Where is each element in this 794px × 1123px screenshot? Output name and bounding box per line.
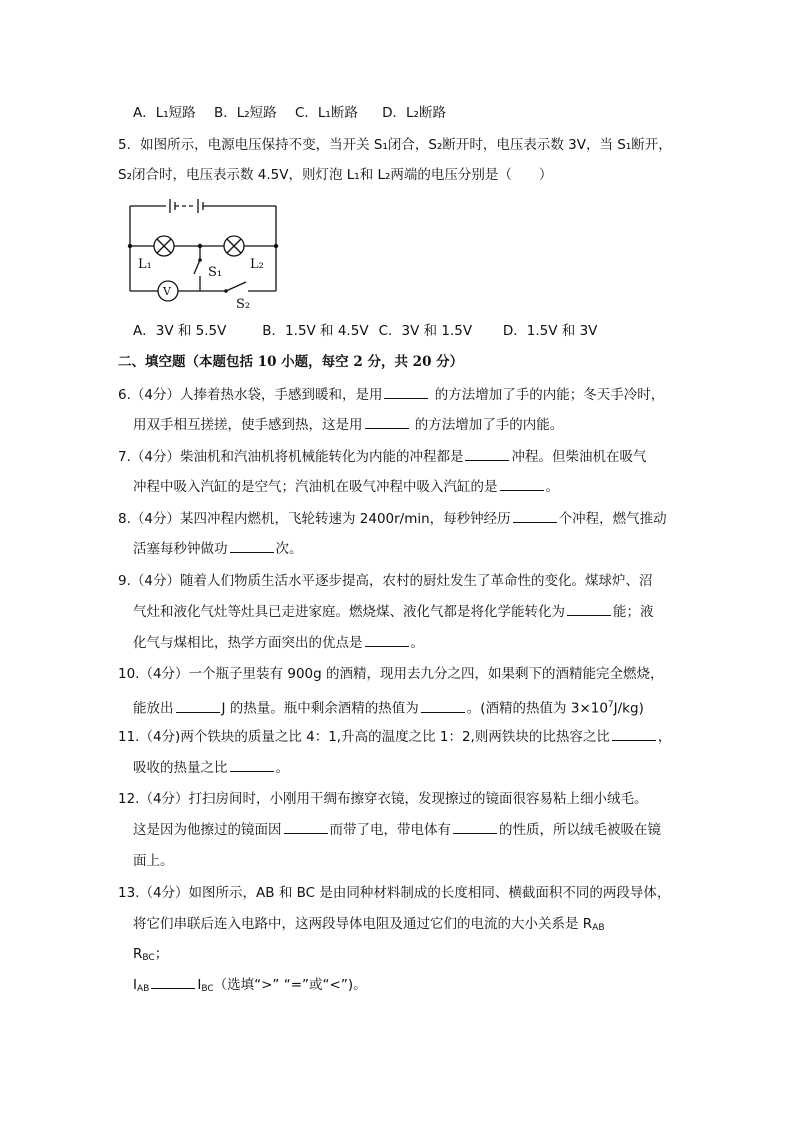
q9-line-1: 9.（4分）随着人们物质生活水平逐步提高，农村的厨灶发生了革命性的变化。煤球炉、沼 — [118, 573, 653, 589]
q4-option-c: C．L₁断路 — [294, 105, 358, 121]
q12-blank-1[interactable] — [284, 821, 328, 834]
q6-blank-1[interactable] — [384, 386, 428, 399]
q6-blank-2[interactable] — [365, 416, 409, 429]
q5-option-a: A．3V 和 5.5V — [133, 323, 227, 339]
q8-blank-2[interactable] — [230, 540, 274, 553]
q4-option-b: B．L₂短路 — [213, 105, 277, 121]
q7-blank-2[interactable] — [500, 478, 544, 491]
q5-line-2: S₂闭合时，电压表示数 4.5V，则灯泡 L₁和 L₂两端的电压分别是（ ） — [118, 167, 553, 183]
label-l1: L₁ — [138, 257, 152, 272]
circuit-diagram — [126, 196, 286, 308]
q4-option-a: A．L₁短路 — [133, 105, 196, 121]
q9-blank-1[interactable] — [567, 603, 611, 616]
label-s2: S₂ — [236, 297, 251, 308]
q6-line-2: 用双手相互搓搓，使手感到热，这是用 的方法增加了手的内能。 — [133, 417, 564, 433]
q12-line-2: 这是因为他擦过的镜面因 而带了电，带电体有 的性质，所以绒毛被吸在镜 — [133, 822, 661, 838]
q7-line-1: 7.（4分）柴油机和汽油机将机械能转化为内能的冲程都是 冲程。但柴油机在吸气 — [118, 449, 647, 465]
q7-line-2: 冲程中吸入汽缸的是空气；汽油机在吸气冲程中吸入汽缸的是 。 — [133, 479, 559, 495]
q6-line-1: 6.（4分）人捧着热水袋，手感到暖和，是用 的方法增加了手的内能；冬天手冷时， — [118, 387, 665, 403]
q11-blank-2[interactable] — [230, 759, 274, 772]
q13-line-4: $I_{AB}$ $I_{BC}$（选填“>” “=”或“<”)。 — [133, 977, 367, 994]
section-heading: 二、填空题（本题包括 10 小题，每空 2 分，共 20 分） — [118, 354, 464, 370]
q9-line-2: 气灶和液化气灶等灶具已走进家庭。燃烧煤、液化气都是将化学能转化为 能；液 — [133, 604, 654, 620]
q13-blank-2[interactable] — [151, 976, 195, 989]
q12-line-3: 面上。 — [133, 853, 174, 869]
q5-options — [133, 322, 597, 340]
q11-line-2: 吸收的热量之比 。 — [133, 760, 289, 776]
q10-blank-2[interactable] — [421, 700, 465, 713]
label-l2: L₂ — [250, 257, 264, 272]
q4-options — [133, 104, 460, 122]
q9-line-3: 化气与煤相比，热学方面突出的优点是 。 — [133, 635, 424, 651]
q10-line-1: 10.（4分）一个瓶子里装有 900g 的酒精，现用去九分之四，如果剩下的酒精能完全燃烧， — [118, 666, 664, 682]
q13-line-2: 将它们串联后连入电路中，这两段导体电阻及通过它们的电流的大小关系是 $R_{AB}$ — [133, 916, 605, 933]
q7-blank-1[interactable] — [465, 448, 509, 461]
q8-line-2: 活塞每秒钟做功 次。 — [133, 541, 303, 557]
label-v: V — [163, 285, 171, 298]
q13-line-1: 13.（4分）如图所示，AB 和 BC 是由同种材料制成的长度相同、横截面积不同的两段导体， — [118, 885, 671, 901]
q5-option-c: C．3V 和 1.5V — [378, 323, 473, 339]
q11-line-1: 11.（4分)两个铁块的质量之比 4：1,升高的温度之比 1：2,则两铁块的比热容之比 ， — [118, 729, 672, 745]
q12-line-1: 12.（4分）打扫房间时，小刚用干绸布擦穿衣镜，发现擦过的镜面很容易粘上细小绒毛。 — [118, 791, 648, 807]
q10-line-2: 能放出 J 的热量。瓶中剩余酒精的热值为 。(酒精的热值为 $3\times 10^7J/kg$) — [133, 700, 644, 717]
q5-option-d: D．1.5V 和 3V — [502, 323, 598, 339]
label-s1: S₁ — [208, 265, 223, 280]
q13-line-3: $R_{BC}$； — [133, 946, 169, 963]
q11-blank-1[interactable] — [612, 728, 656, 741]
q8-line-1: 8.（4分）某四冲程内燃机，飞轮转速为 2400r/min，每秒钟经历 个冲程，燃气推动 — [118, 511, 667, 527]
q5-option-b: B．1.5V 和 4.5V — [262, 323, 369, 339]
q9-blank-2[interactable] — [365, 634, 409, 647]
q10-blank-1[interactable] — [176, 700, 220, 713]
q5-line-1: 5．如图所示，电源电压保持不变，当开关 S₁闭合，S₂断开时，电压表示数 3V，当 S₁断开， — [118, 137, 672, 153]
q12-blank-2[interactable] — [453, 821, 497, 834]
q4-option-d: D．L₂断路 — [382, 105, 446, 121]
q8-blank-1[interactable] — [513, 510, 557, 523]
